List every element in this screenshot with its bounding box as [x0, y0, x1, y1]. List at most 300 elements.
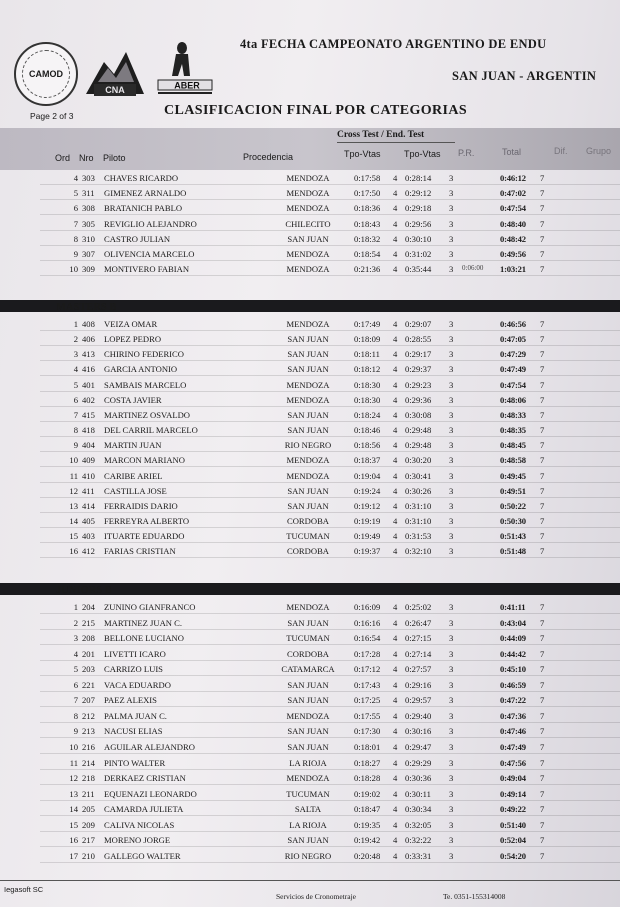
- cell-total: 0:50:22: [500, 500, 526, 511]
- cell-nro: 215: [82, 617, 95, 628]
- cell-laps-2: 3: [449, 249, 454, 259]
- page-subtitle: CLASIFICACION FINAL POR CATEGORIAS: [164, 103, 468, 118]
- cell-total: 0:51:40: [500, 819, 526, 830]
- cell-laps-1: 4: [393, 602, 398, 612]
- cell-total: 0:46:59: [500, 679, 526, 690]
- cell-piloto: GIMENEZ ARNALDO: [104, 188, 187, 199]
- cell-total: 0:47:22: [500, 695, 526, 706]
- cell-group: 7: [540, 334, 545, 345]
- cell-laps-2: 3: [449, 485, 454, 496]
- cell-time-1: 0:19:42: [354, 835, 381, 846]
- cell-total: 0:44:42: [500, 648, 526, 659]
- cell-procedencia: CATAMARCA: [281, 664, 335, 675]
- cell-time-2: 0:28:55: [405, 334, 432, 345]
- table-row: [0, 803, 620, 817]
- cell-nro: 213: [82, 726, 95, 737]
- table-row: [0, 515, 620, 529]
- cell-procedencia: TUCUMAN: [286, 788, 330, 799]
- cell-laps-2: 3: [449, 602, 454, 612]
- cell-nro: 405: [82, 515, 95, 526]
- table-row: [0, 439, 620, 453]
- cell-ord: 6: [73, 679, 78, 690]
- cell-time-1: 0:17:30: [354, 726, 381, 737]
- cell-laps-2: 3: [449, 835, 454, 846]
- cell-total: 0:48:35: [500, 425, 526, 436]
- cell-nro: 303: [82, 173, 95, 183]
- cell-group: 7: [540, 203, 545, 214]
- table-row: [0, 454, 620, 468]
- cell-laps-2: 3: [449, 379, 454, 390]
- cell-piloto: PINTO WALTER: [104, 757, 166, 768]
- cell-piloto: CAMARDA JULIETA: [104, 804, 184, 815]
- cell-procedencia: MENDOZA: [286, 249, 330, 259]
- cell-laps-1: 4: [393, 804, 398, 815]
- cell-nro: 203: [82, 664, 95, 675]
- col-grupo: Grupo: [586, 146, 612, 156]
- cell-piloto: CARRIZO LUIS: [104, 664, 163, 675]
- cell-piloto: BRATANICH PABLO: [104, 203, 183, 214]
- cell-ord: 14: [69, 804, 78, 815]
- cell-time-1: 0:18:46: [354, 425, 381, 436]
- cell-total: 0:47:46: [500, 726, 526, 737]
- cell-procedencia: MENDOZA: [286, 394, 330, 405]
- cell-ord: 1: [73, 319, 78, 329]
- cell-nro: 402: [82, 394, 95, 405]
- cell-total: 0:47:54: [500, 203, 526, 214]
- cell-laps-1: 4: [393, 710, 398, 721]
- cell-group: 7: [540, 819, 545, 830]
- cell-time-1: 0:18:37: [354, 455, 381, 466]
- table-row: [0, 772, 620, 786]
- cell-time-2: 0:30:10: [405, 233, 432, 244]
- cell-procedencia: MENDOZA: [286, 203, 330, 214]
- cell-time-1: 0:17:55: [354, 710, 381, 721]
- cell-laps-2: 3: [449, 546, 454, 557]
- cell-piloto: CARIBE ARIEL: [104, 470, 163, 481]
- cell-ord: 12: [69, 485, 78, 496]
- cell-procedencia: MENDOZA: [286, 710, 330, 721]
- cell-ord: 12: [69, 773, 78, 784]
- cell-nro: 404: [82, 440, 95, 451]
- cell-piloto: CHAVES RICARDO: [104, 173, 179, 183]
- cell-ord: 11: [69, 757, 78, 768]
- cell-procedencia: MENDOZA: [286, 470, 330, 481]
- cell-procedencia: MENDOZA: [286, 602, 330, 612]
- cell-laps-1: 4: [393, 173, 398, 183]
- cell-ord: 11: [69, 470, 78, 481]
- cell-time-1: 0:19:04: [354, 470, 381, 481]
- cell-nro: 211: [82, 788, 95, 799]
- cell-time-2: 0:33:31: [405, 850, 432, 861]
- cell-procedencia: CORDOBA: [286, 648, 330, 659]
- cell-time-2: 0:30:26: [405, 485, 432, 496]
- cell-time-2: 0:29:18: [405, 203, 432, 214]
- cell-group: 7: [540, 531, 545, 542]
- cell-laps-1: 4: [393, 679, 398, 690]
- cell-laps-1: 4: [393, 233, 398, 244]
- cell-laps-1: 4: [393, 218, 398, 229]
- col-tpo-vtas-1: Tpo-Vtas: [344, 149, 381, 159]
- cell-laps-2: 3: [449, 695, 454, 706]
- cell-ord: 16: [69, 546, 78, 557]
- cell-laps-1: 4: [393, 364, 398, 375]
- cell-piloto: GALLEGO WALTER: [104, 850, 181, 861]
- cell-total: 0:51:48: [500, 546, 526, 557]
- cell-time-1: 0:18:11: [354, 349, 380, 360]
- cell-time-1: 0:19:24: [354, 485, 381, 496]
- cell-group: 7: [540, 757, 545, 768]
- cell-procedencia: SAN JUAN: [287, 364, 329, 375]
- cell-ord: 15: [69, 819, 78, 830]
- cell-time-1: 0:17:50: [354, 188, 381, 199]
- cell-procedencia: MENDOZA: [286, 173, 330, 183]
- cell-nro: 307: [82, 249, 95, 259]
- cell-group: 7: [540, 835, 545, 846]
- cell-time-2: 0:29:48: [405, 425, 432, 436]
- cell-procedencia: SAN JUAN: [287, 485, 329, 496]
- cell-ord: 17: [69, 850, 78, 861]
- table-row: [0, 679, 620, 693]
- cell-time-2: 0:29:12: [405, 188, 432, 199]
- cell-procedencia: CORDOBA: [286, 546, 330, 557]
- table-row: [0, 318, 620, 332]
- cell-laps-1: 4: [393, 850, 398, 861]
- logos-area: [10, 38, 220, 104]
- cell-ord: 9: [73, 249, 78, 259]
- cell-nro: 305: [82, 218, 95, 229]
- cell-laps-1: 4: [393, 648, 398, 659]
- cell-time-1: 0:17:12: [354, 664, 381, 675]
- cell-laps-2: 3: [449, 679, 454, 690]
- cell-laps-2: 3: [449, 531, 454, 542]
- cell-piloto: EQUENAZI LEONARDO: [104, 788, 197, 799]
- cell-group: 7: [540, 633, 545, 644]
- cell-nro: 406: [82, 334, 95, 345]
- table-row: [0, 470, 620, 484]
- cell-time-2: 0:29:57: [405, 695, 432, 706]
- cell-laps-2: 3: [449, 710, 454, 721]
- table-row: [0, 394, 620, 408]
- cell-time-1: 0:18:47: [354, 804, 381, 815]
- cna-logo: [84, 44, 146, 100]
- cell-time-2: 0:31:02: [405, 249, 432, 259]
- cell-time-1: 0:18:30: [354, 394, 381, 405]
- col-pr: P.R.: [458, 148, 475, 158]
- cell-time-2: 0:25:02: [405, 602, 432, 612]
- cell-group: 7: [540, 349, 545, 360]
- cell-total: 0:47:49: [500, 741, 526, 752]
- cell-time-1: 0:16:16: [354, 617, 381, 628]
- cell-procedencia: CORDOBA: [286, 515, 330, 526]
- cell-ord: 8: [73, 233, 78, 244]
- cell-ord: 5: [73, 664, 78, 675]
- cell-laps-2: 3: [449, 648, 454, 659]
- cell-ord: 5: [73, 188, 78, 199]
- cell-total: 0:52:04: [500, 835, 526, 846]
- cell-piloto: MARTIN JUAN: [104, 440, 162, 451]
- cell-laps-1: 4: [393, 425, 398, 436]
- cell-piloto: LIVETTI ICARO: [104, 648, 166, 659]
- cell-nro: 411: [82, 485, 95, 496]
- table-row: [0, 834, 620, 848]
- cell-procedencia: MENDOZA: [286, 264, 330, 275]
- cell-laps-2: 3: [449, 394, 454, 405]
- cell-ord: 3: [73, 633, 78, 644]
- cell-ord: 10: [69, 264, 78, 275]
- cell-time-2: 0:29:36: [405, 394, 432, 405]
- cell-laps-1: 4: [393, 546, 398, 557]
- cell-laps-1: 4: [393, 741, 398, 752]
- cell-piloto: DEL CARRIL MARCELO: [104, 425, 198, 436]
- cell-piloto: FERREYRA ALBERTO: [104, 515, 190, 526]
- cell-total: 0:48:33: [500, 409, 526, 420]
- cell-piloto: VEIZA OMAR: [104, 319, 158, 329]
- cell-nro: 415: [82, 409, 95, 420]
- cell-time-2: 0:29:47: [405, 741, 432, 752]
- cell-laps-2: 3: [449, 470, 454, 481]
- cell-nro: 216: [82, 741, 95, 752]
- table-row: [0, 530, 620, 544]
- table-row: [0, 485, 620, 499]
- cell-nro: 409: [82, 455, 95, 466]
- cell-laps-2: 3: [449, 726, 454, 737]
- cell-group: 7: [540, 319, 545, 329]
- cell-ord: 6: [73, 203, 78, 214]
- cell-time-2: 0:30:16: [405, 726, 432, 737]
- cell-laps-1: 4: [393, 249, 398, 259]
- cell-laps-2: 3: [449, 773, 454, 784]
- cell-group: 7: [540, 188, 545, 199]
- cell-laps-1: 4: [393, 455, 398, 466]
- cell-total: 0:48:45: [500, 440, 526, 451]
- cell-laps-2: 3: [449, 500, 454, 511]
- cell-procedencia: MENDOZA: [286, 379, 330, 390]
- cell-nro: 416: [82, 364, 95, 375]
- cell-time-1: 0:18:36: [354, 203, 381, 214]
- footer-service: Servicios de Cronometraje: [276, 892, 356, 901]
- cell-laps-2: 3: [449, 440, 454, 451]
- cell-total: 0:49:51: [500, 485, 526, 496]
- cna-logo-text: CNA: [105, 85, 125, 95]
- table-row: [0, 263, 620, 277]
- cell-procedencia: LA RIOJA: [289, 757, 327, 768]
- cell-group: 7: [540, 664, 545, 675]
- cell-nro: 418: [82, 425, 95, 436]
- cell-group: 7: [540, 804, 545, 815]
- table-row: [0, 409, 620, 423]
- table-row: [0, 741, 620, 755]
- cell-ord: 16: [69, 835, 78, 846]
- cell-total: 0:49:04: [500, 773, 526, 784]
- cell-time-2: 0:29:16: [405, 679, 432, 690]
- cell-total: 0:48:58: [500, 455, 526, 466]
- cell-time-1: 0:18:01: [354, 741, 381, 752]
- cell-ord: 1: [73, 602, 78, 612]
- cell-piloto: NACUSI ELIAS: [104, 726, 163, 737]
- cell-total: 0:54:20: [500, 850, 526, 861]
- table-row: [0, 648, 620, 662]
- cell-laps-2: 3: [449, 203, 454, 214]
- cell-nro: 311: [82, 188, 95, 199]
- cell-time-2: 0:29:40: [405, 710, 432, 721]
- table-row: [0, 819, 620, 833]
- table-row: [0, 632, 620, 646]
- cell-laps-1: 4: [393, 757, 398, 768]
- cell-laps-2: 3: [449, 788, 454, 799]
- cell-time-1: 0:19:19: [354, 515, 381, 526]
- cell-time-1: 0:21:36: [354, 264, 381, 275]
- cell-laps-2: 3: [449, 515, 454, 526]
- cell-nro: 209: [82, 819, 95, 830]
- table-row: [0, 545, 620, 559]
- cell-piloto: MARTINEZ OSVALDO: [104, 409, 190, 420]
- cell-procedencia: SAN JUAN: [287, 695, 329, 706]
- table-row: [0, 233, 620, 247]
- cell-laps-1: 4: [393, 440, 398, 451]
- cell-nro: 217: [82, 835, 95, 846]
- cell-time-1: 0:18:12: [354, 364, 381, 375]
- table-row: [0, 725, 620, 739]
- cell-piloto: BELLONE LUCIANO: [104, 633, 184, 644]
- cell-nro: 410: [82, 470, 95, 481]
- cell-piloto: FARIAS CRISTIAN: [104, 546, 176, 557]
- table-row: [0, 333, 620, 347]
- cell-laps-2: 3: [449, 804, 454, 815]
- cell-ord: 10: [69, 455, 78, 466]
- cell-piloto: MARCON MARIANO: [104, 455, 185, 466]
- cell-laps-1: 4: [393, 726, 398, 737]
- cell-total: 0:46:56: [500, 319, 526, 329]
- cell-nro: 412: [82, 546, 95, 557]
- cell-time-2: 0:29:48: [405, 440, 432, 451]
- cell-procedencia: SAN JUAN: [287, 409, 329, 420]
- cell-piloto: LOPEZ PEDRO: [104, 334, 162, 345]
- cell-laps-1: 4: [393, 500, 398, 511]
- cell-time-2: 0:29:17: [405, 349, 432, 360]
- cell-ord: 7: [73, 695, 78, 706]
- cell-time-1: 0:17:25: [354, 695, 381, 706]
- table-row: [0, 850, 620, 864]
- cell-time-1: 0:18:24: [354, 409, 381, 420]
- cell-total: 0:48:42: [500, 233, 526, 244]
- cell-piloto: DERKAEZ CRISTIAN: [104, 773, 186, 784]
- cell-procedencia: SAN JUAN: [287, 835, 329, 846]
- cell-piloto: CASTILLA JOSE: [104, 485, 167, 496]
- cell-laps-1: 4: [393, 531, 398, 542]
- cell-nro: 308: [82, 203, 95, 214]
- table-row: [0, 348, 620, 362]
- cell-time-1: 0:20:48: [354, 850, 381, 861]
- cell-nro: 214: [82, 757, 95, 768]
- cell-time-1: 0:16:09: [354, 602, 381, 612]
- cell-group: 7: [540, 264, 545, 275]
- cell-total: 0:47:02: [500, 188, 526, 199]
- cell-time-2: 0:29:07: [405, 319, 432, 329]
- cell-laps-2: 3: [449, 319, 454, 329]
- cell-total: 0:50:30: [500, 515, 526, 526]
- cell-piloto: ZUNINO GIANFRANCO: [104, 602, 196, 612]
- cell-time-1: 0:18:28: [354, 773, 381, 784]
- cell-procedencia: TUCUMAN: [286, 531, 330, 542]
- table-row: [0, 172, 620, 186]
- table-row: [0, 424, 620, 438]
- cell-ord: 14: [69, 515, 78, 526]
- aber-logo-text: ABER: [174, 80, 200, 91]
- cell-ord: 13: [69, 500, 78, 511]
- cell-laps-1: 4: [393, 819, 398, 830]
- cell-procedencia: SAN JUAN: [287, 334, 329, 345]
- cell-laps-2: 3: [449, 633, 454, 644]
- cell-laps-2: 3: [449, 664, 454, 675]
- cell-time-1: 0:18:27: [354, 757, 381, 768]
- cell-nro: 210: [82, 850, 95, 861]
- cell-total: 0:41:11: [500, 602, 526, 612]
- cell-time-2: 0:29:29: [405, 757, 432, 768]
- col-total: Total: [502, 147, 522, 157]
- cell-time-2: 0:30:36: [405, 773, 432, 784]
- cell-group: 7: [540, 364, 545, 375]
- cell-time-2: 0:32:10: [405, 546, 432, 557]
- table-row: [0, 617, 620, 631]
- cell-piloto: VACA EDUARDO: [104, 679, 171, 690]
- cell-time-1: 0:17:49: [354, 319, 381, 329]
- cell-laps-1: 4: [393, 773, 398, 784]
- cell-laps-1: 4: [393, 409, 398, 420]
- cell-laps-2: 3: [449, 188, 454, 199]
- cell-laps-2: 3: [449, 364, 454, 375]
- cell-nro: 309: [82, 264, 95, 275]
- cell-group: 7: [540, 773, 545, 784]
- cell-group: 7: [540, 500, 545, 511]
- cell-laps-2: 3: [449, 349, 454, 360]
- cell-time-1: 0:19:02: [354, 788, 381, 799]
- cell-piloto: PALMA JUAN C.: [104, 710, 167, 721]
- cell-ord: 9: [73, 726, 78, 737]
- cell-ord: 10: [69, 741, 78, 752]
- cell-ord: 9: [73, 440, 78, 451]
- table-row: [0, 363, 620, 377]
- cell-procedencia: SAN JUAN: [287, 233, 329, 244]
- cell-laps-1: 4: [393, 188, 398, 199]
- table-row: [0, 500, 620, 514]
- cell-nro: 204: [82, 602, 95, 612]
- cell-procedencia: MENDOZA: [286, 773, 330, 784]
- cell-total: 0:43:04: [500, 617, 526, 628]
- cell-ord: 5: [73, 379, 78, 390]
- cell-ord: 4: [73, 173, 78, 183]
- event-location: SAN JUAN - ARGENTIN: [452, 69, 597, 83]
- cell-time-1: 0:19:37: [354, 546, 381, 557]
- page-footer: [0, 880, 620, 907]
- cell-time-2: 0:32:22: [405, 835, 432, 846]
- cell-nro: 208: [82, 633, 95, 644]
- cell-time-2: 0:35:44: [405, 264, 432, 275]
- cell-laps-2: 3: [449, 173, 454, 183]
- cell-group: 7: [540, 710, 545, 721]
- cell-piloto: AGUILAR ALEJANDRO: [104, 741, 195, 752]
- cell-piloto: OLIVENCIA MARCELO: [104, 249, 195, 259]
- cell-group: 7: [540, 218, 545, 229]
- cell-group: 7: [540, 788, 545, 799]
- cell-group: 7: [540, 455, 545, 466]
- cell-ord: 7: [73, 409, 78, 420]
- cell-group: 7: [540, 679, 545, 690]
- cell-group: 7: [540, 409, 545, 420]
- cell-laps-2: 3: [449, 233, 454, 244]
- cell-total: 0:45:10: [500, 664, 526, 675]
- event-title: 4ta FECHA CAMPEONATO ARGENTINO DE ENDU: [240, 37, 547, 51]
- cell-laps-1: 4: [393, 470, 398, 481]
